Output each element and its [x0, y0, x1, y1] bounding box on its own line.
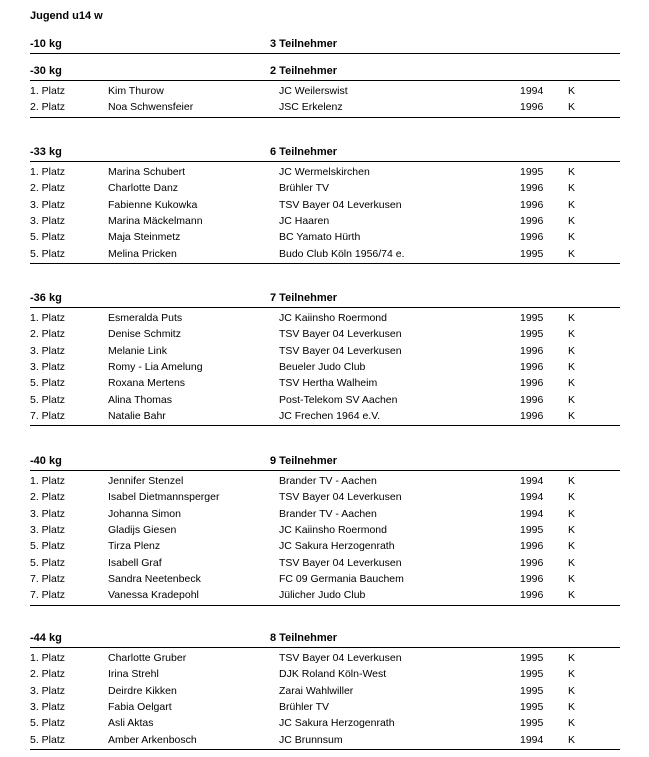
club-cell: Budo Club Köln 1956/74 e.	[279, 247, 405, 260]
class-cell: K	[568, 198, 576, 211]
name-cell: Jennifer Stenzel	[108, 475, 184, 487]
year-cell: 1996	[520, 589, 544, 602]
place-cell: 2. Platz	[30, 668, 66, 681]
name-cell: Amber Arkenbosch	[108, 733, 197, 746]
class-cell: K	[568, 344, 576, 357]
year-cell: 1996	[520, 361, 544, 374]
place-cell: 5. Platz	[30, 247, 66, 260]
result-row	[0, 685, 649, 701]
participant-count: 8 Teilnehmer	[270, 632, 338, 644]
name-cell: Alina Thomas	[108, 393, 173, 406]
class-cell: K	[568, 410, 576, 423]
class-cell: K	[568, 101, 576, 114]
name-cell: Melina Pricken	[108, 247, 177, 260]
club-cell: TSV Bayer 04 Leverkusen	[279, 652, 402, 664]
year-cell: 1995	[520, 684, 544, 697]
class-cell: K	[568, 361, 576, 374]
class-cell: K	[568, 652, 576, 664]
result-row	[0, 215, 649, 231]
club-cell: Jülicher Judo Club	[279, 589, 366, 602]
club-cell: JC Kaiinsho Roermond	[279, 524, 387, 537]
result-row	[0, 328, 649, 344]
name-cell: Sandra Neetenbeck	[108, 573, 201, 586]
year-cell: 1995	[520, 717, 544, 730]
name-cell: Marina Mäckelmann	[108, 215, 203, 228]
class-cell: K	[568, 717, 576, 730]
place-cell: 1. Platz	[30, 85, 66, 97]
year-cell: 1995	[520, 247, 544, 260]
weight-class-label: -40 kg	[30, 455, 62, 467]
class-cell: K	[568, 668, 576, 681]
result-row	[0, 524, 649, 540]
year-cell: 1995	[520, 312, 544, 324]
club-cell: JC Haaren	[279, 215, 330, 228]
year-cell: 1996	[520, 556, 544, 569]
result-row	[0, 312, 649, 328]
result-row	[0, 573, 649, 589]
name-cell: Maja Steinmetz	[108, 231, 181, 244]
club-cell: Zarai Wahlwiller	[279, 684, 354, 697]
year-cell: 1995	[520, 166, 544, 178]
result-row	[0, 199, 649, 215]
place-cell: 3. Platz	[30, 361, 66, 374]
place-cell: 5. Platz	[30, 393, 66, 406]
place-cell: 1. Platz	[30, 475, 66, 487]
class-cell: K	[568, 377, 576, 390]
weight-class-label: -33 kg	[30, 146, 62, 158]
year-cell: 1996	[520, 101, 544, 114]
weight-class-header	[0, 146, 649, 162]
section-end-divider	[30, 605, 620, 606]
place-cell: 5. Platz	[30, 540, 66, 553]
weight-class-header	[0, 455, 649, 471]
result-row	[0, 377, 649, 393]
class-cell: K	[568, 475, 576, 487]
class-cell: K	[568, 85, 576, 97]
club-cell: FC 09 Germania Bauchem	[279, 573, 404, 586]
class-cell: K	[568, 491, 576, 504]
name-cell: Charlotte Danz	[108, 182, 179, 195]
class-cell: K	[568, 507, 576, 520]
club-cell: BC Yamato Hürth	[279, 231, 361, 244]
name-cell: Vanessa Kradepohl	[108, 589, 199, 602]
club-cell: TSV Bayer 04 Leverkusen	[279, 198, 402, 211]
club-cell: JC Sakura Herzogenrath	[279, 717, 395, 730]
result-row	[0, 394, 649, 410]
name-cell: Isabell Graf	[108, 556, 162, 569]
class-cell: K	[568, 684, 576, 697]
name-cell: Charlotte Gruber	[108, 652, 187, 664]
section-end-divider	[30, 263, 620, 264]
place-cell: 2. Platz	[30, 101, 66, 114]
class-cell: K	[568, 182, 576, 195]
place-cell: 3. Platz	[30, 524, 66, 537]
year-cell: 1996	[520, 198, 544, 211]
year-cell: 1995	[520, 328, 544, 341]
club-cell: Brühler TV	[279, 701, 329, 714]
place-cell: 7. Platz	[30, 573, 66, 586]
class-cell: K	[568, 247, 576, 260]
club-cell: JC Wermelskirchen	[279, 166, 370, 178]
year-cell: 1996	[520, 215, 544, 228]
class-cell: K	[568, 589, 576, 602]
club-cell: Brander TV - Aachen	[279, 507, 377, 520]
club-cell: TSV Bayer 04 Leverkusen	[279, 344, 402, 357]
participant-count: 2 Teilnehmer	[270, 65, 338, 77]
club-cell: Beueler Judo Club	[279, 361, 366, 374]
club-cell: TSV Bayer 04 Leverkusen	[279, 491, 402, 504]
header-divider	[30, 80, 620, 81]
weight-class-header	[0, 38, 649, 54]
result-row	[0, 652, 649, 668]
club-cell: JC Sakura Herzogenrath	[279, 540, 395, 553]
class-cell: K	[568, 701, 576, 714]
result-row	[0, 248, 649, 264]
club-cell: TSV Bayer 04 Leverkusen	[279, 328, 402, 341]
result-row	[0, 410, 649, 426]
class-cell: K	[568, 231, 576, 244]
year-cell: 1996	[520, 231, 544, 244]
year-cell: 1996	[520, 410, 544, 423]
participant-count: 7 Teilnehmer	[270, 292, 338, 304]
result-row	[0, 734, 649, 750]
result-row	[0, 166, 649, 182]
name-cell: Johanna Simon	[108, 507, 181, 520]
place-cell: 5. Platz	[30, 717, 66, 730]
club-cell: Post-Telekom SV Aachen	[279, 393, 398, 406]
year-cell: 1994	[520, 733, 544, 746]
result-row	[0, 361, 649, 377]
year-cell: 1994	[520, 491, 544, 504]
place-cell: 3. Platz	[30, 684, 66, 697]
class-cell: K	[568, 540, 576, 553]
class-cell: K	[568, 524, 576, 537]
class-cell: K	[568, 393, 576, 406]
class-cell: K	[568, 733, 576, 746]
place-cell: 3. Platz	[30, 507, 66, 520]
result-row	[0, 85, 649, 101]
name-cell: Natalie Bahr	[108, 410, 166, 423]
header-divider	[30, 470, 620, 471]
place-cell: 5. Platz	[30, 733, 66, 746]
club-cell: JC Kaiinsho Roermond	[279, 312, 387, 324]
place-cell: 3. Platz	[30, 344, 66, 357]
club-cell: TSV Hertha Walheim	[279, 377, 378, 390]
club-cell: TSV Bayer 04 Leverkusen	[279, 556, 402, 569]
class-cell: K	[568, 166, 576, 178]
result-row	[0, 557, 649, 573]
weight-class-header	[0, 632, 649, 648]
place-cell: 1. Platz	[30, 166, 66, 178]
place-cell: 3. Platz	[30, 198, 66, 211]
name-cell: Denise Schmitz	[108, 328, 181, 341]
result-row	[0, 231, 649, 247]
name-cell: Melanie Link	[108, 344, 167, 357]
name-cell: Deirdre Kikken	[108, 684, 177, 697]
name-cell: Irina Strehl	[108, 668, 159, 681]
place-cell: 1. Platz	[30, 652, 66, 664]
header-divider	[30, 53, 620, 54]
result-row	[0, 475, 649, 491]
name-cell: Romy - Lia Amelung	[108, 361, 203, 374]
weight-class-header	[0, 292, 649, 308]
name-cell: Marina Schubert	[108, 166, 186, 178]
place-cell: 1. Platz	[30, 312, 66, 324]
class-cell: K	[568, 573, 576, 586]
place-cell: 2. Platz	[30, 491, 66, 504]
place-cell: 2. Platz	[30, 182, 66, 195]
result-row	[0, 182, 649, 198]
class-cell: K	[568, 215, 576, 228]
club-cell: JSC Erkelenz	[279, 101, 343, 114]
club-cell: JC Weilerswist	[279, 85, 348, 97]
year-cell: 1994	[520, 475, 544, 487]
year-cell: 1994	[520, 507, 544, 520]
name-cell: Tirza Plenz	[108, 540, 161, 553]
year-cell: 1996	[520, 540, 544, 553]
result-row	[0, 701, 649, 717]
place-cell: 2. Platz	[30, 328, 66, 341]
year-cell: 1995	[520, 524, 544, 537]
year-cell: 1996	[520, 377, 544, 390]
place-cell: 5. Platz	[30, 231, 66, 244]
result-row	[0, 717, 649, 733]
weight-class-label: -10 kg	[30, 38, 62, 50]
result-row	[0, 589, 649, 605]
result-row	[0, 491, 649, 507]
year-cell: 1996	[520, 182, 544, 195]
section-end-divider	[30, 425, 620, 426]
place-cell: 7. Platz	[30, 589, 66, 602]
name-cell: Asli Aktas	[108, 717, 154, 730]
participant-count: 9 Teilnehmer	[270, 455, 338, 467]
name-cell: Isabel Dietmannsperger	[108, 491, 220, 504]
class-cell: K	[568, 556, 576, 569]
place-cell: 5. Platz	[30, 377, 66, 390]
result-row	[0, 101, 649, 117]
weight-class-label: -44 kg	[30, 632, 62, 644]
name-cell: Fabienne Kukowka	[108, 198, 198, 211]
name-cell: Noa Schwensfeier	[108, 101, 194, 114]
name-cell: Gladijs Giesen	[108, 524, 177, 537]
section-end-divider	[30, 117, 620, 118]
place-cell: 3. Platz	[30, 215, 66, 228]
weight-class-label: -30 kg	[30, 65, 62, 77]
club-cell: JC Frechen 1964 e.V.	[279, 410, 381, 423]
result-row	[0, 508, 649, 524]
participant-count: 3 Teilnehmer	[270, 38, 338, 50]
place-cell: 3. Platz	[30, 701, 66, 714]
year-cell: 1995	[520, 668, 544, 681]
section-end-divider	[30, 749, 620, 750]
year-cell: 1994	[520, 85, 544, 97]
weight-class-label: -36 kg	[30, 292, 62, 304]
club-cell: Brühler TV	[279, 182, 329, 195]
place-cell: 7. Platz	[30, 410, 66, 423]
name-cell: Roxana Mertens	[108, 377, 186, 390]
result-row	[0, 668, 649, 684]
participant-count: 6 Teilnehmer	[270, 146, 338, 158]
year-cell: 1995	[520, 701, 544, 714]
year-cell: 1995	[520, 652, 544, 664]
club-cell: JC Brunnsum	[279, 733, 343, 746]
year-cell: 1996	[520, 344, 544, 357]
club-cell: Brander TV - Aachen	[279, 475, 377, 487]
name-cell: Fabia Oelgart	[108, 701, 172, 714]
place-cell: 5. Platz	[30, 556, 66, 569]
result-row	[0, 345, 649, 361]
result-row	[0, 540, 649, 556]
header-divider	[30, 647, 620, 648]
document-title: Jugend u14 w	[30, 10, 103, 22]
class-cell: K	[568, 328, 576, 341]
name-cell: Esmeralda Puts	[108, 312, 183, 324]
name-cell: Kim Thurow	[108, 85, 164, 97]
header-divider	[30, 307, 620, 308]
class-cell: K	[568, 312, 576, 324]
year-cell: 1996	[520, 573, 544, 586]
year-cell: 1996	[520, 393, 544, 406]
club-cell: DJK Roland Köln-West	[279, 668, 387, 681]
weight-class-header	[0, 65, 649, 81]
header-divider	[30, 161, 620, 162]
